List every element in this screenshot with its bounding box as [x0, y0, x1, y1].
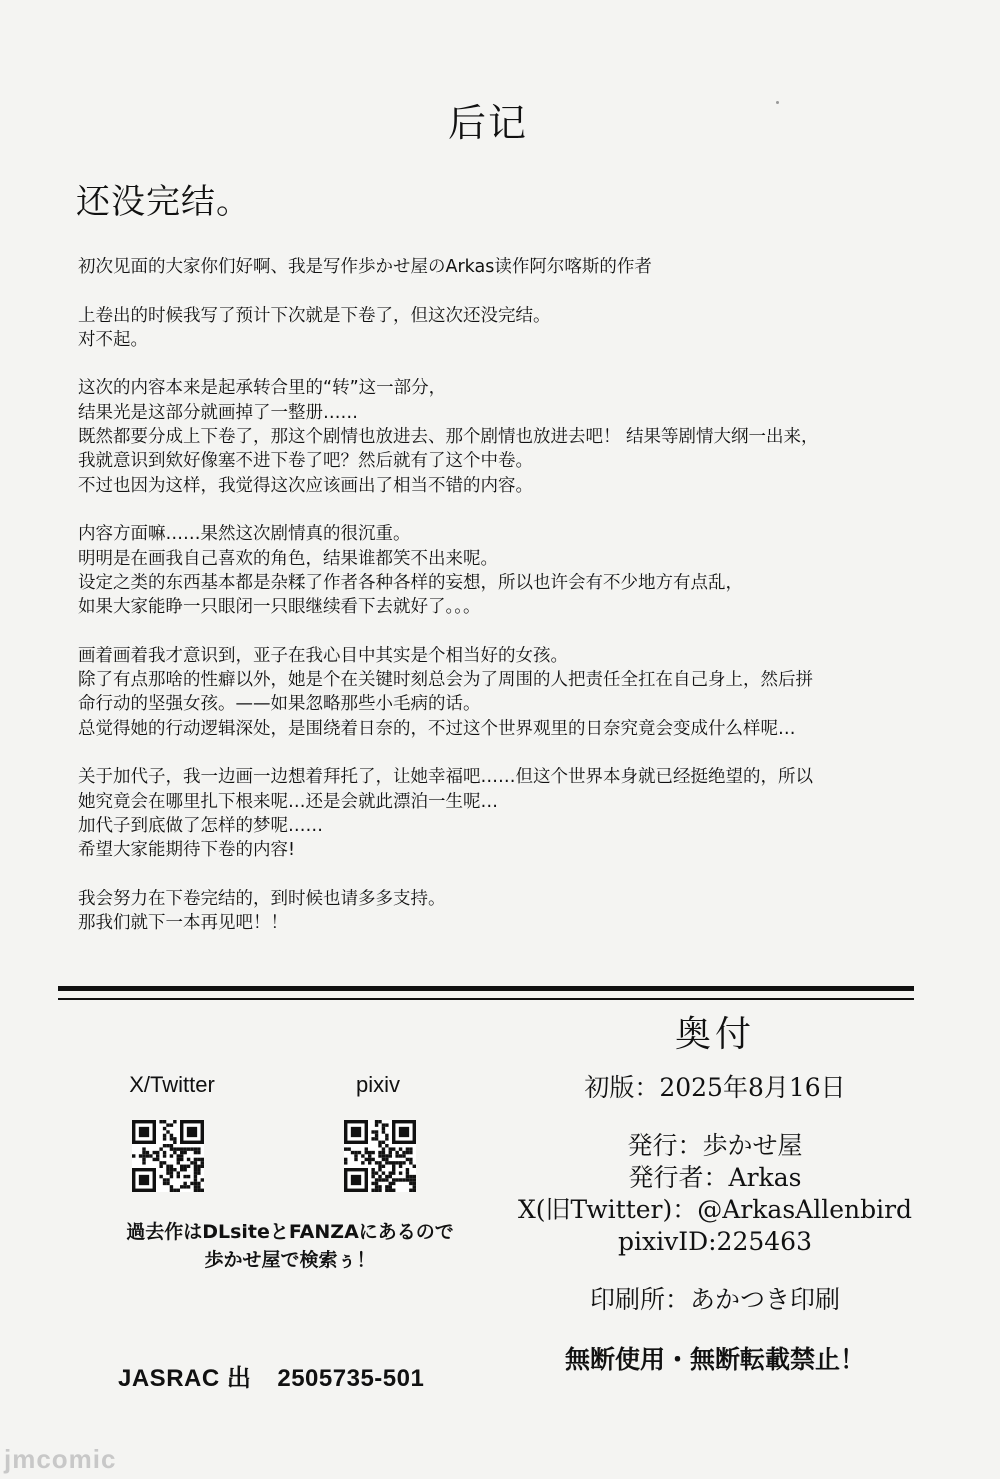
afterword-line: 那我们就下一本再见吧！！ [78, 913, 288, 934]
afterword-paragraph [78, 304, 958, 353]
afterword-line: 对不起。 [78, 329, 148, 350]
afterword-line: 这次的内容本来是起承转合里的“转”这一部分， [78, 378, 447, 399]
pixiv-label: pixiv [355, 1072, 400, 1097]
author: 発行者：Arkas [628, 1163, 802, 1192]
afterword-line: 加代子到底做了怎样的梦呢…… [78, 815, 323, 836]
afterword-line: 既然都要分成上下卷了，那这个剧情也放进去、那个剧情也放进去吧！ 结果等剧情大纲一出来， [78, 427, 819, 448]
scan-speck [776, 101, 779, 104]
past-works-note-line-1: 過去作はDLsiteとFANZAにあるので [126, 1221, 454, 1243]
past-works-note [90, 1218, 490, 1274]
afterword-title: 后记 [447, 101, 528, 145]
afterword-line: 关于加代子，我一边画一边想着拜托了，让她幸福吧……但这个世界本身就已经挺绝望的，所以 [78, 767, 813, 788]
afterword-line: 明明是在画我自己喜欢的角色，结果谁都笑不出来呢。 [78, 548, 498, 569]
pixiv-id: pixivID:225463 [618, 1227, 812, 1256]
afterword-line: 结果光是这部分就画掉了一整册…… [78, 402, 358, 423]
afterword-paragraph [78, 376, 958, 497]
jasrac-license [118, 1358, 424, 1393]
afterword-line: 命行动的坚强女孩。——如果忽略那些小毛病的话。 [78, 694, 481, 715]
afterword-line: 画着画着我才意识到，亚子在我心目中其实是个相当好的女孩。 [78, 645, 568, 666]
afterword-body [78, 255, 958, 960]
first-edition-date: 初版：2025年8月16日 [584, 1073, 846, 1102]
twitter-label: X/Twitter [129, 1072, 215, 1097]
afterword-line: 除了有点那啥的性癖以外，她是个在关键时刻总会为了周围的人把责任全扛在自己身上，然后拼 [78, 670, 813, 691]
afterword-line: 如果大家能睁一只眼闭一只眼继续看下去就好了。。。 [78, 597, 481, 618]
afterword-paragraph [78, 255, 958, 279]
printer: 印刷所：あかつき印刷 [589, 1285, 840, 1314]
copyright-notice: 無断使用・無断転載禁止！ [564, 1345, 865, 1374]
colophon-title: 奥付 [674, 1014, 755, 1055]
afterword-line: 我会努力在下卷完结的，到时候也请多多支持。 [78, 888, 446, 909]
afterword-headline: 还没完结。 [76, 182, 251, 222]
watermark-logo: jmcomic [4, 1444, 117, 1474]
divider-thin [58, 998, 914, 1000]
afterword-paragraph [78, 765, 958, 862]
afterword-line: 不过也因为这样，我觉得这次应该画出了相当不错的内容。 [78, 475, 533, 496]
jasrac-label: JASRAC 出 [118, 1365, 252, 1392]
afterword-line: 设定之类的东西基本都是杂糅了作者各种各样的妄想，所以也许会有不少地方有点乱， [78, 572, 743, 593]
afterword-line: 初次见面的大家你们好啊、我是写作歩かせ屋のArkas读作阿尔喀斯的作者 [78, 257, 652, 277]
pixiv-qr-code[interactable] [344, 1120, 416, 1192]
jasrac-number: 2505735-501 [277, 1365, 425, 1392]
twitter-handle: X(旧Twitter)：@ArkasAllenbird [517, 1195, 913, 1224]
afterword-line: 总觉得她的行动逻辑深处，是围绕着日奈的，不过这个世界观里的日奈究竟会变成什么样呢… [78, 718, 796, 739]
afterword-paragraph [78, 644, 958, 741]
twitter-qr-code[interactable] [132, 1120, 204, 1192]
colophon [515, 1010, 915, 1376]
afterword-line: 上卷出的时候我写了预计下次就是下卷了，但这次还没完结。 [78, 305, 551, 326]
afterword-line: 希望大家能期待下卷的内容! [78, 840, 296, 861]
afterword-line: 内容方面嘛……果然这次剧情真的很沉重。 [78, 524, 411, 545]
afterword-line: 她究竟会在哪里扎下根来呢…还是会就此漂泊一生呢… [78, 791, 498, 812]
afterword-paragraph [78, 887, 958, 936]
divider-thick [58, 986, 914, 991]
afterword-paragraph [78, 522, 958, 619]
past-works-note-line-2: 歩かせ屋で検索ぅ！ [204, 1249, 376, 1271]
afterword-line: 我就意识到欸好像塞不进下卷了吧？然后就有了这个中卷。 [78, 451, 533, 472]
publisher: 発行：歩かせ屋 [627, 1131, 803, 1160]
